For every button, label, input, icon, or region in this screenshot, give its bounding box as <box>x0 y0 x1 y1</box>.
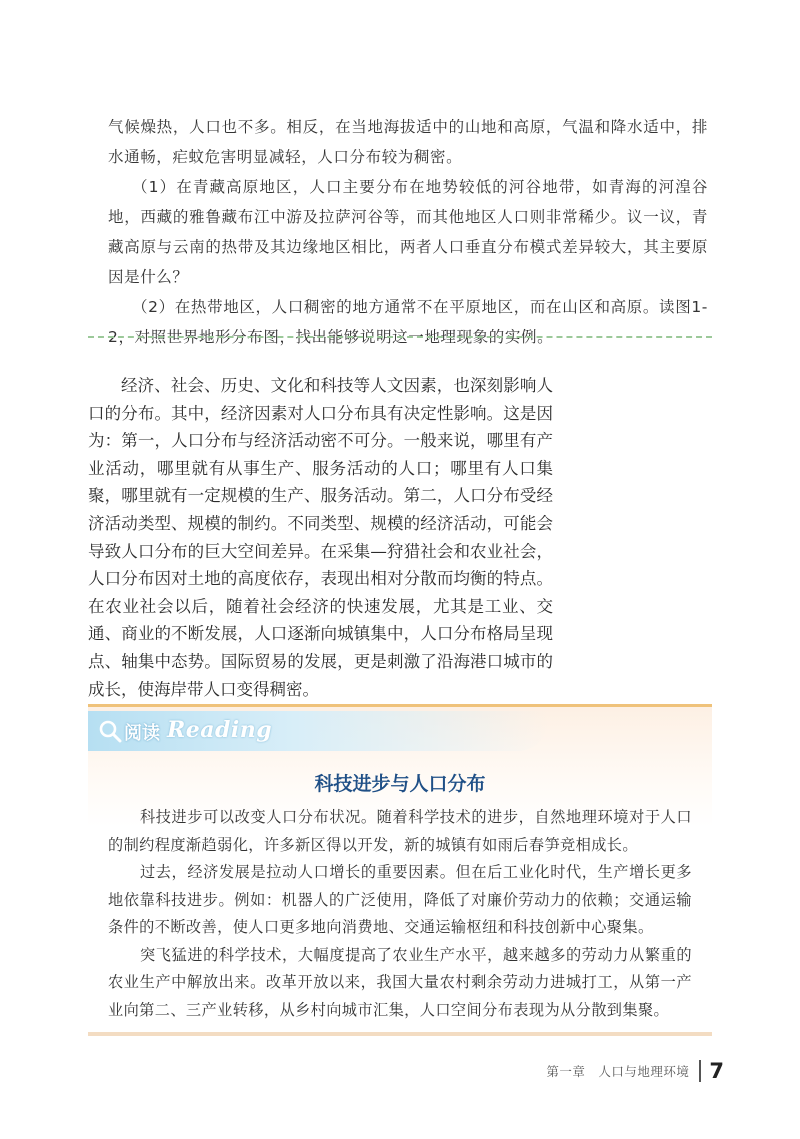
section-divider <box>88 336 712 338</box>
page-footer <box>546 1056 724 1086</box>
main-text <box>88 372 553 703</box>
reading-label-en: Reading <box>167 717 273 743</box>
reading-paragraph: 突飞猛进的科学技术，大幅度提高了农业生产水平，越来越多的劳动力从繁重的农业生产中解放出来。改革开放以来，我国大量农村剩余劳动力进城打工，从第一产业向第二、三产业转移，从乡村向城市汇集，人口空间分布表现为从分散到集聚。 <box>108 945 692 1019</box>
activity-intro: 气候燥热，人口也不多。相反，在当地海拔适中的山地和高原，气温和降水适中，排水通畅，疟蚊危害明显减轻，人口分布较为稠密。 <box>108 118 708 166</box>
search-icon <box>98 719 122 743</box>
reading-label: 阅读 <box>124 723 160 744</box>
page-number: 7 <box>709 1059 724 1083</box>
reading-body <box>108 804 692 1024</box>
activity-question-2: （2）在热带地区，人口稠密的地方通常不在平原地区，而在山区和高原。读图1-2，对照世界地形分布图，找出能够说明这一地理现象的实例。 <box>108 298 708 346</box>
reading-paragraph: 科技进步可以改变人口分布状况。随着科学技术的进步，自然地理环境对于人口的制约程度渐趋弱化，许多新区得以开发，新的城镇有如雨后春笋竞相成长。 <box>108 808 692 854</box>
footer-divider <box>699 1060 701 1082</box>
footer-chapter: 第一章 人口与地理环境 <box>546 1064 690 1079</box>
reading-paragraph: 过去，经济发展是拉动人口增长的重要因素。但在后工业化时代，生产增长更多地依靠科技进步。例如：机器人的广泛使用，降低了对廉价劳动力的依赖；交通运输条件的不断改善，使人口更多地向消费地、交通运输枢纽和科技创新中心聚集。 <box>108 863 692 936</box>
reading-header <box>88 711 548 751</box>
reading-box <box>88 704 712 1036</box>
activity-question-1: （1）在青藏高原地区，人口主要分布在地势较低的河谷地带，如青海的河湟谷地，西藏的雅鲁藏布江中游及拉萨河谷等，而其他地区人口则非常稀少。议一议，青藏高原与云南的热带及其边缘地区相比，两者人口垂直分布模式差异较大，其主要原因是什么？ <box>108 178 708 286</box>
reading-title: 科技进步与人口分布 <box>314 773 486 795</box>
main-paragraph: 经济、社会、历史、文化和科技等人文因素，也深刻影响人口的分布。其中，经济因素对人口分布具有决定性影响。这是因为：第一，人口分布与经济活动密不可分。一般来说，哪里有产业活动，哪里就有从事生产、服务活动的人口；哪里有人口集聚，哪里就有一定规模的生产、服务活动。第二，人口分布受经济活动类型、规模的制约。不同类型、规模的经济活动，可能会导致人口分布的巨大空间差异。在采集—狩猎社会和农业社会，人口分布因对土地的高度依存，表现出相对分散而均衡的特点。在农业社会以后，随着社会经济的快速发展，尤其是工业、交通、商业的不断发展，人口逐渐向城镇集中，人口分布格局呈现点、轴集中态势。国际贸易的发展，更是刺激了沿海港口城市的成长，使海岸带人口变得稠密。 <box>88 376 553 699</box>
activity-section <box>108 112 708 352</box>
